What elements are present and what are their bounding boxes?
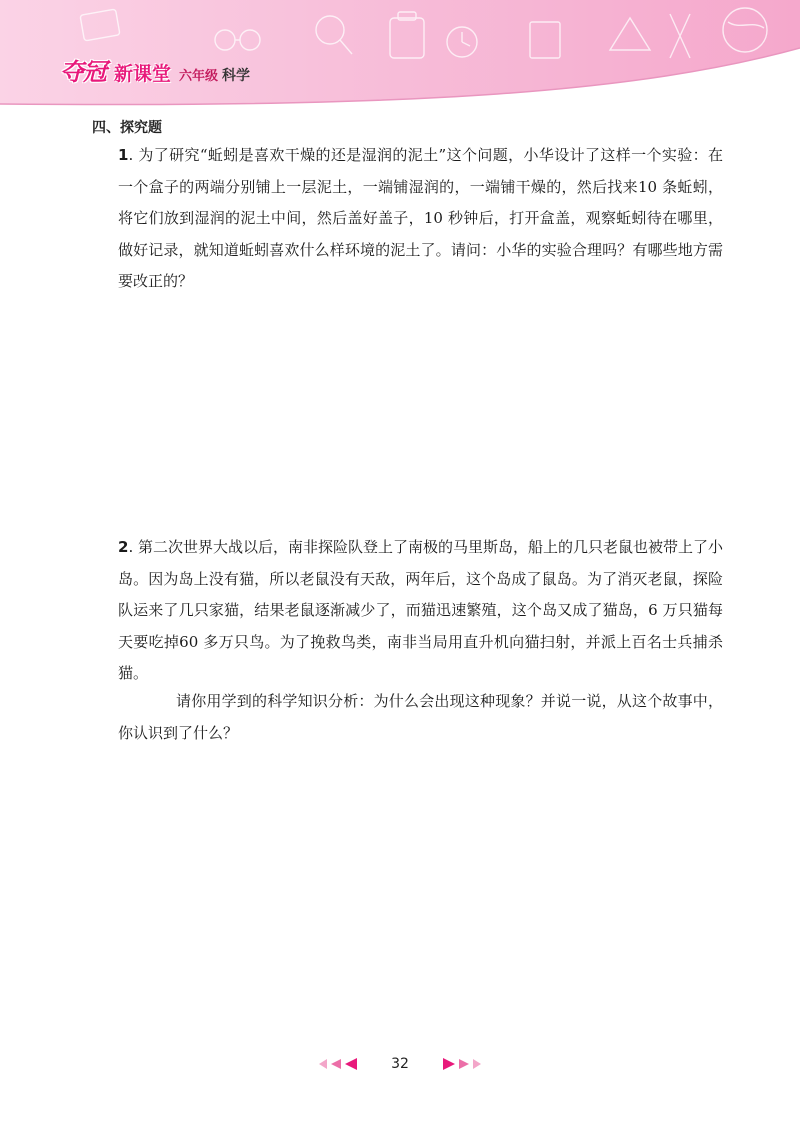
left-arrows-icon — [317, 1057, 363, 1071]
question-number: 2 — [118, 538, 129, 556]
right-arrows-icon — [437, 1057, 483, 1071]
question-text: . 第二次世界大战以后，南非探险队登上了南极的马里斯岛，船上的几只老鼠也被带上了小岛。因为岛上没有猫，所以老鼠没有天敌，两年后，这个岛成了鼠岛。为了消灭老鼠，探险队运来了几只家猫，结果老鼠逐渐减少了，而猫迅速繁殖，这个岛又成了猫岛，6 万只猫每天要吃掉60 多万只鸟。为了挽救鸟类，南非当局用直升机向猫扫射，并派上百名士兵捕杀猫。 — [118, 538, 723, 682]
next-arrows — [437, 1057, 483, 1071]
brand-name: 新课堂 — [114, 63, 172, 85]
question-2 — [118, 532, 723, 690]
question-text: . 为了研究“蚯蚓是喜欢干燥的还是湿润的泥土”这个问题，小华设计了这样一个实验：在一个盒子的两端分别铺上一层泥土，一端铺湿润的，一端铺干燥的，然后找来10 条蚯蚓，将它们放到湿润的泥土中间，然后盖好盖子，10 秒钟后，打开盒盖，观察蚯蚓待在哪里，做好记录，就知道蚯蚓喜欢什么样环境的泥土了。请问：小华的实验合理吗？有哪些地方需要改正的？ — [118, 146, 723, 290]
previous-arrows — [317, 1057, 363, 1071]
page-number: 32 — [391, 1056, 409, 1072]
brand-lockup — [60, 52, 250, 92]
subject-label: 科学 — [222, 68, 251, 84]
page-footer — [0, 1052, 800, 1076]
question-1 — [118, 140, 723, 298]
brand-logo: 夺冠 — [60, 58, 106, 86]
question-2-prompt: 请你用学到的科学知识分析：为什么会出现这种现象？并说一说，从这个故事中，你认识到了什么？ — [118, 692, 723, 742]
page-header-banner — [0, 0, 800, 110]
question-number: 1 — [118, 146, 129, 164]
section-title: 四、探究题 — [92, 120, 162, 136]
grade-label: 六年级 — [179, 69, 219, 84]
